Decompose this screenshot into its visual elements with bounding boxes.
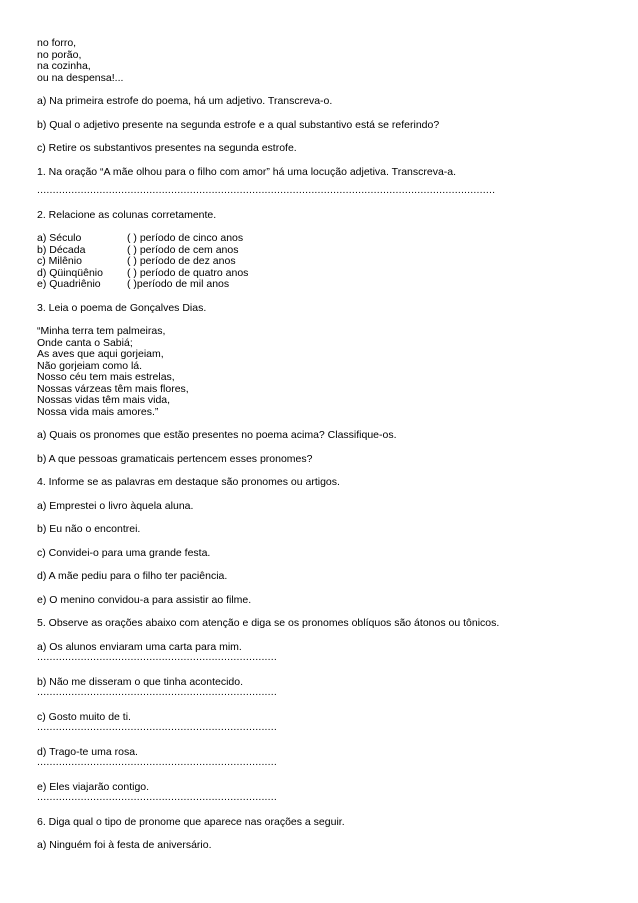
question-1: 1. Na oração “A mãe olhou para o filho com amor” há uma locução adjetiva. Transcreva-a. <box>37 165 457 178</box>
question-5-item: a) Os alunos enviaram uma carta para mim. <box>37 640 242 653</box>
question-c-substantives: c) Retire os substantivos presentes na segunda estrofe. <box>37 142 297 154</box>
relation-right: ( ) período de cem anos <box>127 243 239 256</box>
relation-row <box>37 256 617 268</box>
question-4-item: e) O menino convidou-a para assistir ao filme. <box>37 593 252 606</box>
question-4-item: a) Emprestei o livro àquela aluna. <box>37 499 194 512</box>
question-4-item: c) Convidei-o para uma grande festa. <box>37 546 211 559</box>
relation-row <box>37 233 617 245</box>
relation-row <box>37 279 617 291</box>
answer-dotted-line: ............................................................................. <box>37 793 278 803</box>
poem-tail-line-2: no porão, <box>37 48 82 61</box>
poem-tail-line-3: na cozinha, <box>37 60 91 72</box>
relation-right: ( ) período de quatro anos <box>127 266 249 279</box>
question-3: 3. Leia o poema de Gonçalves Dias. <box>37 301 207 314</box>
relation-right: ( )período de mil anos <box>127 278 230 290</box>
poem-tail-line-1: no forro, <box>37 37 77 49</box>
relation-left: c) Milênio <box>37 255 82 267</box>
poem-line: Onde canta o Sabiá; <box>37 336 133 349</box>
document-page <box>37 38 617 852</box>
answer-dotted-line: ............................................................................. <box>37 758 278 768</box>
poem-line: Não gorjeiam como lá. <box>37 359 143 372</box>
question-5-item: e) Eles viajarão contigo. <box>37 780 150 793</box>
answer-dotted-line: ............................................................................. <box>37 653 278 663</box>
question-5: 5. Observe as orações abaixo com atenção e diga se os pronomes oblíquos são átonos ou tônicos. <box>37 617 500 629</box>
question-5-item: c) Gosto muito de ti. <box>37 710 131 723</box>
poem-line: Nosso céu tem mais estrelas, <box>37 371 175 383</box>
poem-line: As aves que aqui gorjeiam, <box>37 348 164 360</box>
question-6a: a) Ninguém foi à festa de aniversário. <box>37 839 212 851</box>
answer-dotted-line: ................................................................................................................................................... <box>37 186 496 196</box>
question-6: 6. Diga qual o tipo de pronome que aparece nas orações a seguir. <box>37 815 345 828</box>
question-3a: a) Quais os pronomes que estão presentes no poema acima? Classifique-os. <box>37 429 397 441</box>
relation-left: b) Década <box>37 243 86 256</box>
poem-line: “Minha terra tem palmeiras, <box>37 325 166 337</box>
question-5-item: b) Não me disseram o que tinha acontecido. <box>37 675 244 688</box>
poem-line: Nossas vidas têm mais vida, <box>37 394 171 406</box>
question-a-first-stanza: a) Na primeira estrofe do poema, há um adjetivo. Transcreva-o. <box>37 95 333 107</box>
relation-row <box>37 268 617 280</box>
question-4: 4. Informe se as palavras em destaque são pronomes ou artigos. <box>37 476 340 488</box>
poem-line: Nossas várzeas têm mais flores, <box>37 382 189 395</box>
question-4-item: b) Eu não o encontrei. <box>37 523 141 535</box>
relation-row <box>37 245 617 257</box>
relation-left: e) Quadriênio <box>37 278 101 290</box>
answer-dotted-line: ............................................................................. <box>37 688 278 698</box>
question-4-item: d) A mãe pediu para o filho ter paciência. <box>37 570 228 582</box>
question-b-second-stanza: b) Qual o adjetivo presente na segunda estrofe e a qual substantivo está se referindo? <box>37 118 440 131</box>
relation-right: ( ) período de cinco anos <box>127 232 244 244</box>
answer-dotted-line: ............................................................................. <box>37 723 278 733</box>
relation-left: a) Século <box>37 232 82 244</box>
question-3b: b) A que pessoas gramaticais pertencem esses pronomes? <box>37 452 313 465</box>
relation-left: d) Qüinqüênio <box>37 266 103 279</box>
question-2: 2. Relacione as colunas corretamente. <box>37 208 217 221</box>
relation-right: ( ) período de dez anos <box>127 255 236 267</box>
question-5-item: d) Trago-te uma rosa. <box>37 745 138 758</box>
poem-tail-line-4: ou na despensa!... <box>37 71 124 84</box>
poem-line: Nossa vida mais amores.” <box>37 405 159 418</box>
